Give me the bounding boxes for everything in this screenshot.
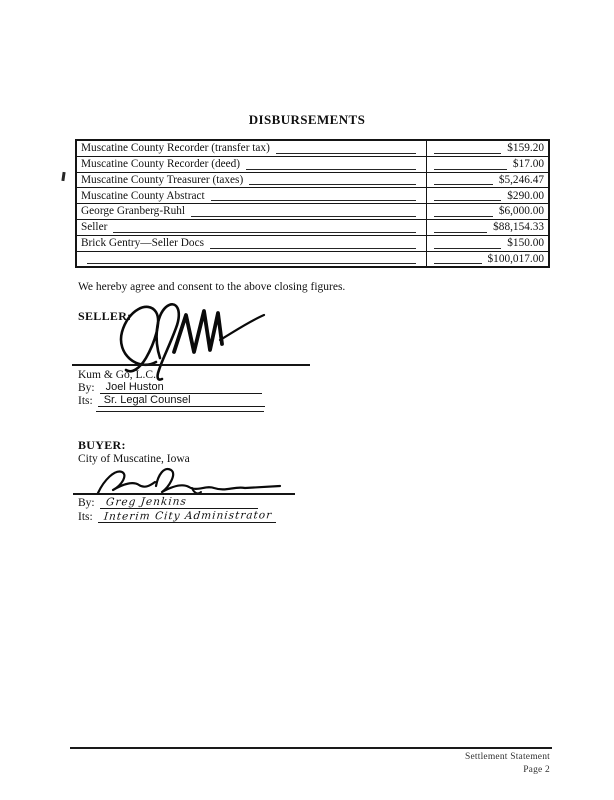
page-footer	[300, 751, 550, 776]
buyer-its-row	[78, 510, 276, 523]
seller-its-underline	[96, 411, 264, 412]
fill-line	[434, 216, 493, 217]
footer-document-name: Settlement Statement	[465, 752, 550, 762]
fill-line	[113, 232, 416, 233]
fill-line	[246, 169, 416, 170]
row-amount: $17.00	[512, 158, 544, 171]
footer-rule	[70, 747, 552, 749]
seller-company: Kum & Go, L.C.	[78, 369, 156, 381]
seller-its-row	[78, 394, 265, 407]
disbursements-table	[75, 139, 550, 268]
by-label: By:	[78, 497, 95, 509]
table-row	[77, 204, 548, 220]
fill-line	[434, 184, 493, 185]
fill-line	[210, 248, 416, 249]
fill-line	[211, 200, 416, 201]
fill-line	[87, 263, 416, 264]
page-title: DISBURSEMENTS	[248, 112, 366, 127]
buyer-by-value: Greg Jenkins	[105, 495, 187, 509]
row-amount: $159.20	[507, 142, 544, 155]
buyer-by-row	[78, 496, 258, 509]
seller-by-value: Joel Huston	[100, 381, 262, 394]
its-label: Its:	[78, 511, 93, 523]
fill-line	[276, 153, 416, 154]
agreement-text: We hereby agree and consent to the above closing figures.	[78, 281, 346, 293]
row-amount: $88,154.33	[493, 221, 544, 234]
table-row-total	[77, 252, 548, 267]
row-amount: $6,000.00	[498, 205, 544, 218]
fill-line	[434, 200, 501, 201]
seller-signature-line	[72, 364, 310, 366]
fill-line	[434, 169, 507, 170]
row-amount: $150.00	[507, 237, 544, 250]
buyer-entity: City of Muscatine, Iowa	[78, 453, 190, 465]
fill-line	[191, 216, 416, 217]
fill-line	[434, 153, 501, 154]
seller-its-value: Sr. Legal Counsel	[98, 394, 265, 407]
table-row	[77, 173, 548, 189]
row-label: Muscatine County Abstract	[81, 189, 205, 202]
row-label: Muscatine County Recorder (transfer tax)	[81, 142, 270, 155]
footer-page-number: Page 2	[523, 764, 550, 775]
its-label: Its:	[78, 395, 93, 407]
buyer-its-value: Interim City Administrator	[103, 509, 273, 523]
row-label: Brick Gentry—Seller Docs	[81, 237, 204, 250]
buyer-signature-line	[73, 493, 295, 495]
scan-artifact	[61, 172, 65, 181]
row-amount-total: $100,017.00	[487, 252, 544, 265]
table-row	[77, 157, 548, 173]
fill-line	[249, 184, 416, 185]
table-row	[77, 236, 548, 252]
buyer-heading: BUYER:	[78, 438, 126, 452]
seller-by-row	[78, 381, 262, 394]
row-amount: $290.00	[507, 189, 544, 202]
seller-heading: SELLER:	[78, 309, 132, 323]
row-label: George Granberg-Ruhl	[81, 205, 186, 218]
table-row	[77, 220, 548, 236]
row-label: Seller	[81, 221, 108, 234]
table-row	[77, 141, 548, 157]
by-label: By:	[78, 382, 95, 394]
row-amount: $5,246.47	[498, 173, 544, 186]
row-label: Muscatine County Recorder (deed)	[81, 158, 241, 171]
table-row	[77, 188, 548, 204]
fill-line	[434, 248, 501, 249]
fill-line	[434, 263, 482, 264]
fill-line	[434, 232, 487, 233]
row-label: Muscatine County Treasurer (taxes)	[81, 173, 244, 186]
